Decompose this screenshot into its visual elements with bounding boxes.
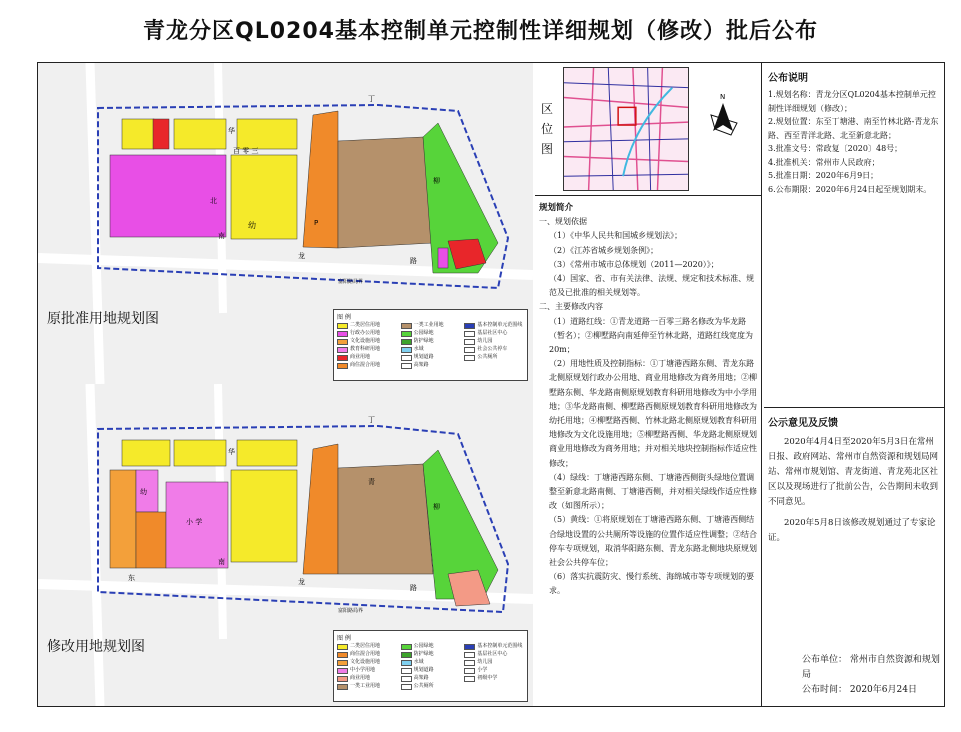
legend-grid	[337, 643, 524, 690]
legend-label: 一类工业用地	[350, 683, 381, 689]
legend-title: 图 例	[337, 635, 351, 642]
legend-item	[464, 659, 524, 666]
legend-item	[337, 667, 397, 674]
road-label-long: 龙	[298, 252, 305, 260]
summary-section-1: 一、规划依据	[539, 217, 587, 227]
parcel-admin-1	[438, 248, 448, 268]
notice-item: 5.批准日期：2020年6月9日；	[768, 171, 879, 180]
legend-label: 水域	[413, 346, 424, 352]
bottom-road-label: 富阳路局界	[338, 279, 364, 285]
road-label-hua: 华	[228, 127, 235, 135]
revised-map-panel	[38, 384, 533, 706]
legend-swatch	[464, 668, 475, 674]
legend-label: 公园绿地	[413, 643, 434, 649]
legend-item	[337, 683, 397, 690]
legend-swatch	[464, 660, 475, 666]
legend-swatch	[337, 684, 348, 690]
legend-swatch	[337, 644, 348, 650]
parcel-residential-2	[174, 119, 226, 149]
change-item: （6）落实抗震防灾、慢行系统、海绵城市等专项规划的要求。	[549, 572, 755, 596]
legend-label: 小学	[477, 667, 488, 673]
legend-label: 防护绿地	[413, 651, 434, 657]
legend-swatch	[401, 644, 412, 650]
publishing-date: 公布时间： 2020年6月24日	[802, 685, 917, 695]
legend-swatch	[401, 676, 412, 682]
notice-item: 3.批准文号：常政复〔2020〕48号；	[768, 144, 903, 153]
parcel-commercial-1	[153, 119, 169, 149]
road-label-bei: 北	[210, 197, 217, 205]
legend-swatch	[337, 652, 348, 658]
legend-title: 图 例	[337, 314, 351, 321]
legend-label: 公共厕所	[477, 354, 498, 360]
legend-swatch	[337, 676, 348, 682]
legend-label: 社会公共停车	[477, 346, 508, 352]
legend-item	[401, 362, 461, 369]
notice-frame	[37, 62, 945, 707]
legend-item	[464, 354, 524, 361]
legend-item	[337, 322, 397, 329]
parcel-education-1	[110, 155, 226, 237]
primary-school-label: 小 学	[186, 518, 203, 526]
location-section	[535, 63, 762, 196]
legend-swatch	[401, 668, 412, 674]
parcel-culture-1	[110, 470, 136, 568]
basis-item: （4）国家、省、市有关法律、法规、规定和技术标准、规范及已批准的相关规划等。	[549, 274, 755, 298]
parcel-residential-4	[231, 155, 297, 239]
legend-swatch	[337, 323, 348, 329]
road-label-lu: 路	[410, 257, 417, 265]
revised-map-caption: 修改用地规划图	[47, 639, 145, 655]
legend-swatch	[337, 331, 348, 337]
legend-swatch	[337, 668, 348, 674]
change-item: （2）用地性质及控制指标：①丁塘港西路东侧、青龙东路北侧原规划行政办公用地、商业用地修改为商务用地；②柳墅路东侧、华龙路南侧原规划教育科研用地修改为中小学用地；③华龙路南侧、柳墅路西侧原规划教育科研用地修改为幼托用地；④柳墅路西侧、竹林北路北侧原规划教育科研用地修改为文化设施用地；⑤柳墅路西侧、华龙路北侧原规划商业用地修改为商务用地；并对相关地块控制指标作适应性修改；	[549, 359, 757, 468]
legend-item	[401, 322, 461, 329]
plan-summary	[539, 201, 758, 599]
notice-item: 2.规划位置：东至丁塘港、南至竹林北路-青龙东路、西至青洋北路、北至新意北路；	[768, 117, 939, 140]
legend-item	[464, 330, 524, 337]
legend-label: 公共厕所	[413, 683, 434, 689]
legend-item	[337, 354, 397, 361]
kindergarten-label: 幼	[248, 221, 256, 230]
legend-label: 商业用地	[350, 675, 371, 681]
bottom-road-label: 富阳路局界	[338, 608, 364, 614]
legend-label: 规划道路	[413, 354, 434, 360]
legend-item	[401, 338, 461, 345]
notice-item: 4.批准机关：常州市人民政府；	[768, 157, 880, 167]
legend-label: 商住混合用地	[350, 651, 381, 657]
legend-item	[401, 643, 461, 650]
legend-swatch	[464, 339, 475, 345]
legend-item	[464, 322, 524, 329]
legend-swatch	[401, 660, 412, 666]
legend-label: 防护绿地	[413, 338, 434, 344]
legend-label: 幼儿园	[477, 659, 493, 665]
legend-item	[337, 651, 397, 658]
notice-item: 1.规划名称：青龙分区QL0204基本控制单元控制性详细规划（修改）；	[768, 90, 936, 113]
legend-swatch	[401, 331, 412, 337]
road-label-qing: 青	[368, 478, 375, 486]
legend-swatch	[337, 355, 348, 361]
legend-swatch	[401, 684, 412, 690]
parcel-residential-2	[174, 440, 226, 466]
legend-label: 中小学用地	[350, 667, 376, 673]
legend-swatch	[464, 644, 475, 650]
legend-item	[401, 683, 461, 690]
original-map-legend	[333, 309, 528, 381]
legend-item	[337, 330, 397, 337]
legend-item	[337, 643, 397, 650]
summary-section-2: 二、主要修改内容	[539, 302, 603, 312]
legend-swatch	[464, 676, 475, 682]
legend-item	[401, 330, 461, 337]
legend-swatch	[401, 355, 412, 361]
road-label-liu: 柳	[433, 177, 440, 185]
legend-label: 教育科研用地	[350, 346, 381, 352]
legend-swatch	[464, 652, 475, 658]
location-map	[563, 67, 689, 191]
original-map-panel	[38, 63, 533, 384]
legend-swatch	[401, 652, 412, 658]
legend-item	[337, 675, 397, 682]
parcel-residential-1	[122, 119, 154, 149]
legend-item	[401, 346, 461, 353]
legend-label: 文化设施用地	[350, 659, 381, 665]
legend-item	[337, 362, 397, 369]
road-label-ding: 丁	[368, 416, 375, 424]
road-label-bai: 百 零 三	[233, 147, 259, 155]
legend-label: 高架路	[413, 362, 429, 368]
revised-map-legend	[333, 630, 528, 702]
parcel-industrial-1	[338, 137, 433, 248]
legend-swatch	[464, 347, 475, 353]
road-label-lu: 路	[410, 584, 417, 592]
legend-label: 规划道路	[413, 667, 434, 673]
legend-label: 商业用地	[350, 354, 371, 360]
parcel-commercial-office	[136, 512, 166, 568]
legend-label: 公园绿地	[413, 330, 434, 336]
road-label-nan: 南	[218, 558, 225, 566]
legend-label: 基本控制单元范围线	[477, 322, 523, 328]
notice-item: 6.公布期限：2020年6月24日起至规划期末。	[768, 184, 932, 194]
feedback-section	[764, 410, 944, 552]
parcel-residential-3	[237, 119, 297, 149]
legend-label: 二类居住用地	[350, 322, 381, 328]
legend-item	[464, 651, 524, 658]
legend-item	[337, 338, 397, 345]
legend-swatch	[464, 323, 475, 329]
parcel-industrial-1	[338, 464, 433, 574]
legend-item	[464, 643, 524, 650]
notice-title: 公布说明	[768, 73, 808, 84]
legend-swatch	[464, 355, 475, 361]
legend-item	[464, 338, 524, 345]
parking-label: P	[314, 219, 319, 227]
legend-label: 商住混合用地	[350, 362, 381, 368]
parcel-residential-4	[231, 470, 297, 562]
feedback-paragraph: 2020年5月8日该修改规划通过了专家论证。	[768, 518, 936, 543]
legend-label: 行政办公用地	[350, 330, 381, 336]
basis-item: （1）《中华人民共和国城乡规划法》；	[549, 231, 683, 241]
legend-swatch	[337, 347, 348, 353]
legend-item	[464, 675, 524, 682]
road-label-long: 龙	[298, 578, 305, 586]
change-item: （5）黄线：①将原规划在丁塘港西路东侧、丁塘港西侧结合绿地设置的公共厕所等设施的位置作适应性调整；②结合停车专项规划，取消华阳路东侧、青龙东路北侧地块原规划社会公共停车位；	[549, 515, 757, 568]
kindergarten-label: 幼	[140, 488, 147, 496]
north-arrow-icon	[703, 91, 743, 151]
legend-label: 二类居住用地	[350, 643, 381, 649]
legend-swatch	[401, 363, 412, 369]
legend-item	[337, 659, 397, 666]
legend-swatch	[337, 660, 348, 666]
legend-swatch	[401, 347, 412, 353]
publishing-unit: 公布单位： 常州市自然资源和规划局	[802, 655, 940, 680]
legend-label: 基层社区中心	[477, 330, 508, 336]
notice-list	[764, 88, 944, 196]
parcel-residential-3	[237, 440, 297, 466]
location-label: 区位图	[541, 102, 554, 156]
road-label-dong: 东	[128, 574, 135, 582]
parcel-residential-1	[122, 440, 170, 466]
basis-item: （3）《常州市城市总体规划（2011—2020）》；	[549, 259, 719, 269]
legend-swatch	[337, 363, 348, 369]
legend-label: 初级中学	[477, 675, 498, 681]
summary-title: 规划简介	[539, 203, 574, 213]
legend-item	[337, 346, 397, 353]
basis-item: （2）《江苏省城乡规划条例》；	[549, 245, 659, 255]
road-label-hua: 华	[228, 448, 235, 456]
legend-label: 基本控制单元范围线	[477, 643, 523, 649]
legend-swatch	[401, 323, 412, 329]
legend-label: 基层社区中心	[477, 651, 508, 657]
legend-label: 一类工业用地	[413, 322, 444, 328]
road-label-nan: 南	[218, 232, 225, 240]
legend-item	[401, 675, 461, 682]
original-map-caption: 原批准用地规划图	[47, 311, 159, 327]
legend-item	[401, 667, 461, 674]
legend-label: 高架路	[413, 675, 429, 681]
legend-label: 水域	[413, 659, 424, 665]
road-label-liu: 柳	[433, 503, 440, 511]
notice-section	[764, 63, 944, 408]
feedback-paragraph: 2020年4月4日至2020年5月3日在常州日报、政府网站、常州市自然资源和规划局网站、常州市规划馆、青龙街道、青龙苑北区社区以及现场进行了批前公告，公告期间未收到不同意见。	[768, 437, 939, 507]
legend-item	[464, 667, 524, 674]
legend-item	[401, 354, 461, 361]
legend-item	[401, 651, 461, 658]
feedback-title: 公示意见及反馈	[768, 418, 838, 429]
summary-column	[535, 63, 762, 706]
page-title: 青龙分区QL0204基本控制单元控制性详细规划（修改）批后公布	[143, 19, 818, 44]
legend-label: 文化设施用地	[350, 338, 381, 344]
legend-label: 幼儿园	[477, 338, 493, 344]
publication-footer	[802, 653, 944, 698]
legend-swatch	[337, 339, 348, 345]
road-label-ding: 丁	[368, 95, 375, 103]
change-item: （1）道路红线：①青龙道路一百零三路名修改为华龙路（暂名）；②柳墅路向南延伸至竹林北路，道路红线宽度为20m；	[549, 316, 753, 355]
legend-swatch	[401, 339, 412, 345]
notice-column	[764, 63, 944, 706]
change-item: （4）绿线：丁塘港西路东侧、丁塘港西侧街头绿地位置调整至新意北路南侧、丁塘港西侧，并对相关绿线作适应性修改（如图所示）；	[549, 472, 757, 511]
svg-text:N: N	[720, 93, 726, 101]
legend-grid	[337, 322, 524, 369]
legend-item	[401, 659, 461, 666]
legend-swatch	[464, 331, 475, 337]
legend-item	[464, 346, 524, 353]
